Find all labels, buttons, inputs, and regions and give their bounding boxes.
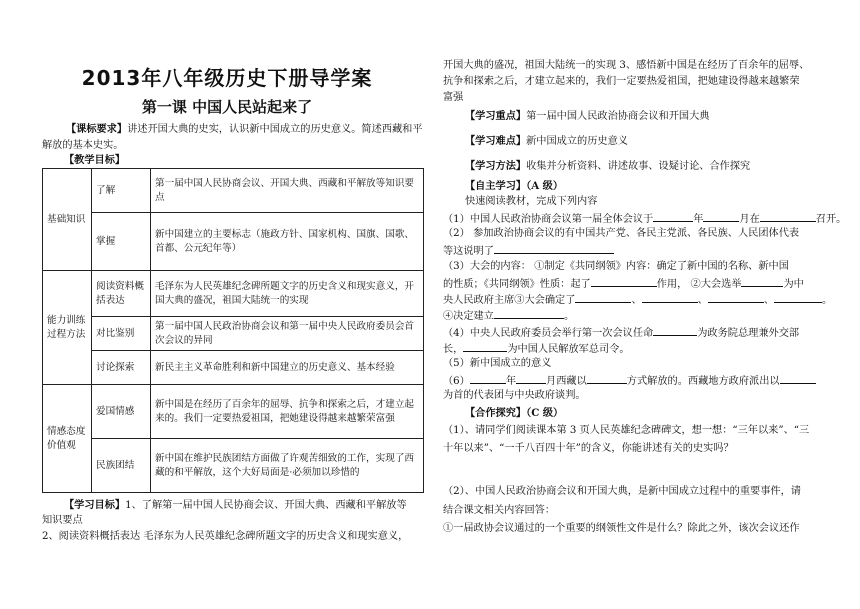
objectives-table <box>42 168 424 493</box>
table-row <box>43 385 424 439</box>
learning-goals-line2: 知识要点 <box>42 515 83 526</box>
difficulty-section <box>465 133 628 150</box>
answer-blank <box>703 210 739 222</box>
category-cell: 情感态度价值观 <box>43 385 92 493</box>
q6-text-a: （6） <box>443 376 470 387</box>
coop-q1-line-2: 十年以来”、“一千八百四十年”的含义，你能讲述有关的史实吗？ <box>443 443 734 454</box>
learning-goals-line1: 1、了解第一届中国人民协商会议、开国大典、西藏和平解放等 <box>125 500 407 511</box>
coop-q2-line-3: ①一届政协会议通过的一个重要的纲领性文件是什么？除此之外，该次会议还作 <box>443 523 800 534</box>
q4-text-a: （4）中央人民政府委员会举行第一次会议任命 <box>443 328 654 339</box>
method-text: 收集并分析资料、讲述故事、设疑讨论、合作探究 <box>526 161 751 172</box>
q4-text-b: 为政务院总理兼外交部 <box>697 328 800 339</box>
answer-blank <box>760 210 816 222</box>
continued-line-2: 抗争和探索之后，才建立起来的，我们一定要热爱祖国，把她建设得越来越繁荣 <box>443 76 800 87</box>
curriculum-label: 【课标要求】 <box>66 123 128 135</box>
answer-blank <box>470 372 506 384</box>
question-3-line-4: ④决定建立 。 <box>443 307 574 325</box>
learning-goals-label: 【学习目标】 <box>64 499 126 511</box>
coop-level: （C 级） <box>526 407 564 419</box>
content-cell: 毛泽东为人民英雄纪念碑所题文字的历史含义和现实意义，开国大典的盛况，祖国大陆统一的实现 <box>151 271 424 317</box>
self-study-level: （A 级） <box>526 180 564 192</box>
question-2-line-1: （2） 参加政治协商会议的有中国共产党、各民主党派、各民族、人民团体代表 <box>443 228 800 239</box>
answer-blank <box>642 291 698 303</box>
answer-blank <box>587 372 627 384</box>
difficulty-text: 新中国成立的历史意义 <box>526 136 628 147</box>
q1-text-b: 年 <box>693 214 704 225</box>
sub-cell: 了解 <box>92 169 151 213</box>
answer-blank <box>653 324 697 336</box>
focus-section <box>465 108 710 125</box>
coop-q2-line-2: 结合课文相关内容回答： <box>443 505 556 516</box>
q6-text-d: 方式解放的。西藏地方政府派出以 <box>626 376 780 387</box>
lesson-title: 第一课 中国人民站起来了 <box>141 98 313 116</box>
answer-blank <box>708 291 764 303</box>
q4-text-d: 为中国人民解放军总司令。 <box>507 344 630 355</box>
sub-cell: 爱国情感 <box>92 385 151 439</box>
sub-cell: 阅读资料概括表达 <box>92 271 151 317</box>
sub-cell: 讨论探索 <box>92 351 151 385</box>
question-6-line-2: 为首的代表团与中央政府谈判。 <box>443 390 586 401</box>
learning-goals-line3: 2、阅读资料概括表达 毛泽东为人民英雄纪念碑所题文字的历史含义和现实意义， <box>42 531 409 542</box>
continued-line-3: 富强 <box>443 92 464 103</box>
content-cell: 新民主主义革命胜利和新中国建立的历史意义、基本经验 <box>151 351 424 385</box>
q3-text-b: 的性质；《共同纲领》性质：起了 <box>443 279 591 290</box>
q4-text-c: 长， <box>443 344 464 355</box>
method-section <box>465 158 750 175</box>
answer-blank <box>463 340 507 352</box>
answer-blank <box>516 372 546 384</box>
q3-text-e: 央人民政府主席③大会确定了 <box>443 295 576 306</box>
answer-blank <box>780 372 816 384</box>
coop-header <box>465 405 563 422</box>
table-row <box>43 351 424 385</box>
coop-q1-line-1: （1）、请同学们阅读课本第 3 页人民英雄纪念碑碑文，想一想：“三年以来”、“三 <box>443 425 810 436</box>
content-cell: 第一届中国人民政治协商会议和第一届中央人民政府委员会首次会议的异同 <box>151 317 424 351</box>
sub-cell: 民族团结 <box>92 439 151 493</box>
method-label: 【学习方法】 <box>465 160 527 172</box>
table-row <box>43 271 424 317</box>
content-cell: 新中国建立的主要标志（施政方针、国家机构、国旗、国歌、首都、公元纪年等） <box>151 213 424 271</box>
answer-blank <box>774 291 822 303</box>
sub-cell: 对比鉴别 <box>92 317 151 351</box>
q2-text-b: 等这说明了 <box>443 246 494 257</box>
answer-blank <box>591 275 657 287</box>
category-cell: 基础知识 <box>43 169 92 271</box>
table-row <box>43 317 424 351</box>
q3-text-d: 为中 <box>783 279 804 290</box>
q1-text-a: （1）中国人民政治协商会议第一届全体会议于 <box>443 214 654 225</box>
sub-cell: 掌握 <box>92 213 151 271</box>
table-row <box>43 439 424 493</box>
content-cell: 第一届中国人民协商会议、开国大典、西藏和平解放等知识要点 <box>151 169 424 213</box>
category-cell: 能力训练过程方法 <box>43 271 92 385</box>
q1-text-c: 月在 <box>739 214 760 225</box>
content-cell: 新中国在维护民族团结方面做了许观苦细致的工作，实现了西藏的和平解放，这个大好局面是·必须加以珍惜的 <box>151 439 424 493</box>
table-row <box>43 213 424 271</box>
q3-text-f: ④决定建立 <box>443 311 494 322</box>
answer-blank <box>494 242 614 254</box>
page-title: 2013年八年级历史下册导学案 <box>81 66 373 90</box>
question-3-line-1: （3）大会的内容： ①制定《共同纲领》内容：确定了新中国的名称、新中国 <box>443 261 789 272</box>
teaching-goals-label: 【教学目标】 <box>64 154 126 166</box>
self-study-header <box>465 178 563 195</box>
focus-text: 第一届中国人民政治协商会议和开国大典 <box>526 111 710 122</box>
coop-label: 【合作探究】 <box>465 407 527 419</box>
q6-text-b: 年 <box>505 376 517 387</box>
coop-q2-line-1: （2）、中国人民政治协商会议和开国大典，是新中国成立过程中的重要事件，请 <box>443 486 801 497</box>
learning-goals <box>64 497 428 514</box>
curriculum-requirement <box>42 121 424 154</box>
answer-blank <box>741 275 783 287</box>
question-2-line-2 <box>443 242 614 260</box>
answer-blank <box>494 307 564 319</box>
self-study-label: 【自主学习】 <box>465 180 527 192</box>
question-3-line-3: 央人民政府主席③大会确定了 、 、 、 。 <box>443 291 832 309</box>
answer-blank <box>653 210 693 222</box>
q1-text-d: 召开。 <box>815 214 847 225</box>
focus-label: 【学习重点】 <box>465 110 527 122</box>
q3-text-c: 作用， ②大会选举 <box>656 279 742 290</box>
table-row <box>43 169 424 213</box>
self-study-intro: 快速阅读教材，完成下列内容 <box>465 196 598 207</box>
answer-blank <box>575 291 631 303</box>
q6-text-c: 月西藏以 <box>546 376 587 387</box>
question-5: （5）新中国成立的意义 <box>443 358 552 369</box>
difficulty-label: 【学习难点】 <box>465 135 527 147</box>
continued-line-1: 开国大典的盛况，祖国大陆统一的实现 3、感悟新中国是在经历了百余年的屈辱、 <box>443 60 810 71</box>
curriculum-text: 讲述开国大典的史实，认识新中国成立的历史意义。简述西藏和平解放的基本史实。 <box>42 124 423 151</box>
content-cell: 新中国是在经历了百余年的屈辱、抗争和探索之后，才建立起来的。我们一定要热爱祖国，把她建设得越来越繁荣富强 <box>151 385 424 439</box>
